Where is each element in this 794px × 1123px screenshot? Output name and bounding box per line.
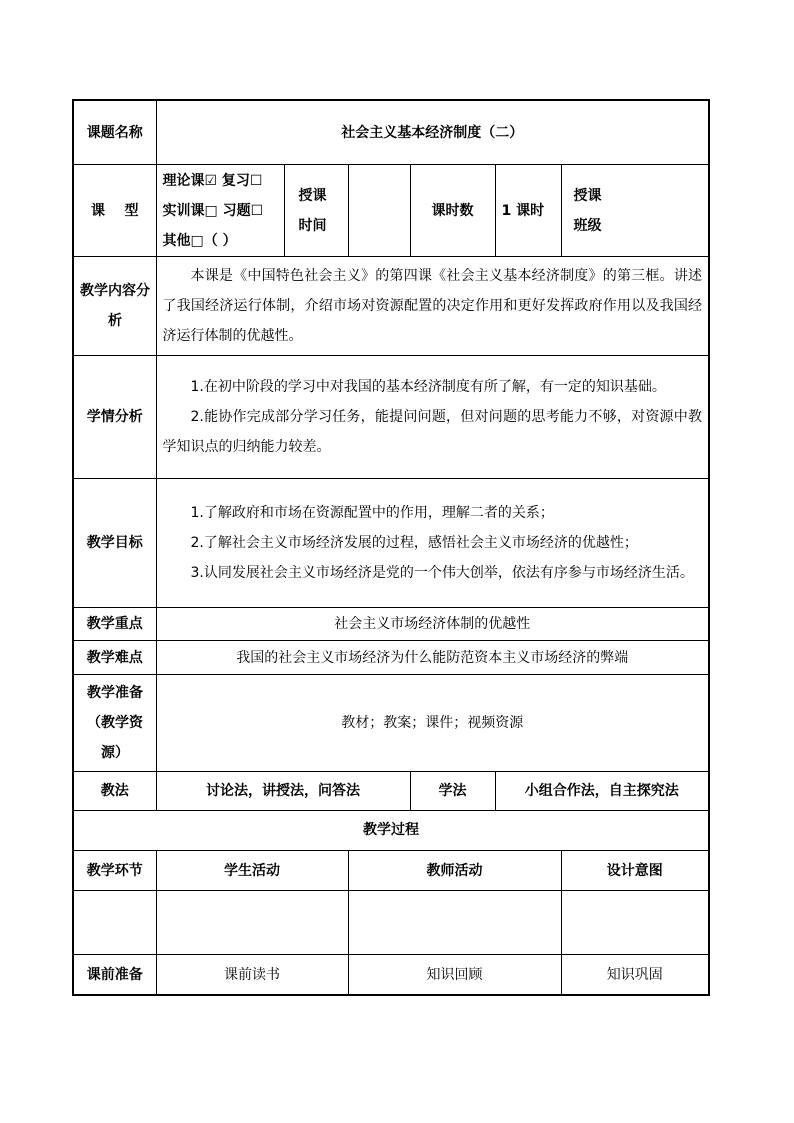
learner-analysis-item-2: 2.能协作完成部分学习任务，能提问问题，但对问题的思考能力不够，对资源中教学知识点的归纳能力较差。 [162,409,703,456]
course-type-row [73,165,709,257]
course-type-line-1: 理论课☑ 复习☐ [162,172,263,189]
hours-label: 课时数 [410,165,495,257]
preparation-label [73,675,156,772]
table-row [73,955,709,995]
methods-row [73,772,709,810]
objective-item-2: 2.了解社会主义市场经济发展的过程，感悟社会主义市场经济的优越性； [190,534,638,551]
course-type-line-2: 实训课□ 习题☐ [162,202,264,219]
preparation-text: 教材；教案；课件；视频资源 [156,675,709,772]
process-teacher-cell: 知识回顾 [348,955,561,995]
process-cell [561,891,709,955]
process-title-row [73,810,709,850]
course-type-line-3: 其他□（ ） [162,232,237,249]
objective-item-3: 3.认同发展社会主义市场经济是党的一个伟大创举，依法有序参与市场经济生活。 [190,564,694,581]
objectives-cell [156,479,709,607]
content-analysis-label-text: 教学内容分析 [80,283,150,330]
teach-method-label: 教法 [73,772,156,810]
class-label-text: 授课班级 [573,187,602,234]
title-row [73,100,709,165]
preparation-label-text: 教学准备（教学资源） [87,685,143,762]
difficulty-row [73,640,709,674]
content-analysis-label [73,257,156,356]
learner-analysis-cell [156,356,709,479]
content-analysis-row [73,257,709,356]
hours-value: 1 课时 [495,165,561,257]
process-intent-cell: 知识巩固 [561,955,709,995]
key-point-label: 教学重点 [73,607,156,640]
process-header-teacher: 教师活动 [348,850,561,890]
table-row [73,891,709,955]
process-header-student: 学生活动 [156,850,348,890]
time-label: 授课时间 [284,165,348,257]
process-title: 教学过程 [73,810,709,850]
content-analysis-cell [156,257,709,356]
teach-method-value: 讨论法，讲授法，问答法 [156,772,410,810]
lesson-title: 社会主义基本经济制度（二） [156,100,709,165]
course-type-label: 课 型 [73,165,156,257]
preparation-row [73,675,709,772]
process-cell [156,891,348,955]
process-cell [348,891,561,955]
lesson-plan-table [72,99,710,996]
key-point-row [73,607,709,640]
course-type-options [156,165,284,257]
learner-analysis-item-1: 1.在初中阶段的学习中对我国的基本经济制度有所了解，有一定的知识基础。 [190,379,666,396]
key-point-text: 社会主义市场经济体制的优越性 [156,607,709,640]
objectives-row [73,479,709,607]
title-label: 课题名称 [73,100,156,165]
objectives-label: 教学目标 [73,479,156,607]
process-student-cell: 课前读书 [156,955,348,995]
time-value [348,165,410,257]
process-header-row [73,850,709,890]
learn-method-label: 学法 [410,772,495,810]
content-analysis-text: 本课是《中国特色社会主义》的第四课《社会主义基本经济制度》的第三框。讲述了我国经济运行体制，介绍市场对资源配置的决定作用和更好发挥政府作用以及我国经济运行体制的优越性。 [162,268,703,345]
process-header-stage: 教学环节 [73,850,156,890]
learner-analysis-row [73,356,709,479]
learn-method-value: 小组合作法，自主探究法 [495,772,709,810]
learner-analysis-label: 学情分析 [73,356,156,479]
objective-item-1: 1.了解政府和市场在资源配置中的作用，理解二者的关系； [190,504,554,521]
difficulty-text: 我国的社会主义市场经济为什么能防范资本主义市场经济的弊端 [156,640,709,674]
process-header-intent: 设计意图 [561,850,709,890]
process-cell [73,891,156,955]
process-stage-cell: 课前准备 [73,955,156,995]
class-label [561,165,709,257]
difficulty-label: 教学难点 [73,640,156,674]
